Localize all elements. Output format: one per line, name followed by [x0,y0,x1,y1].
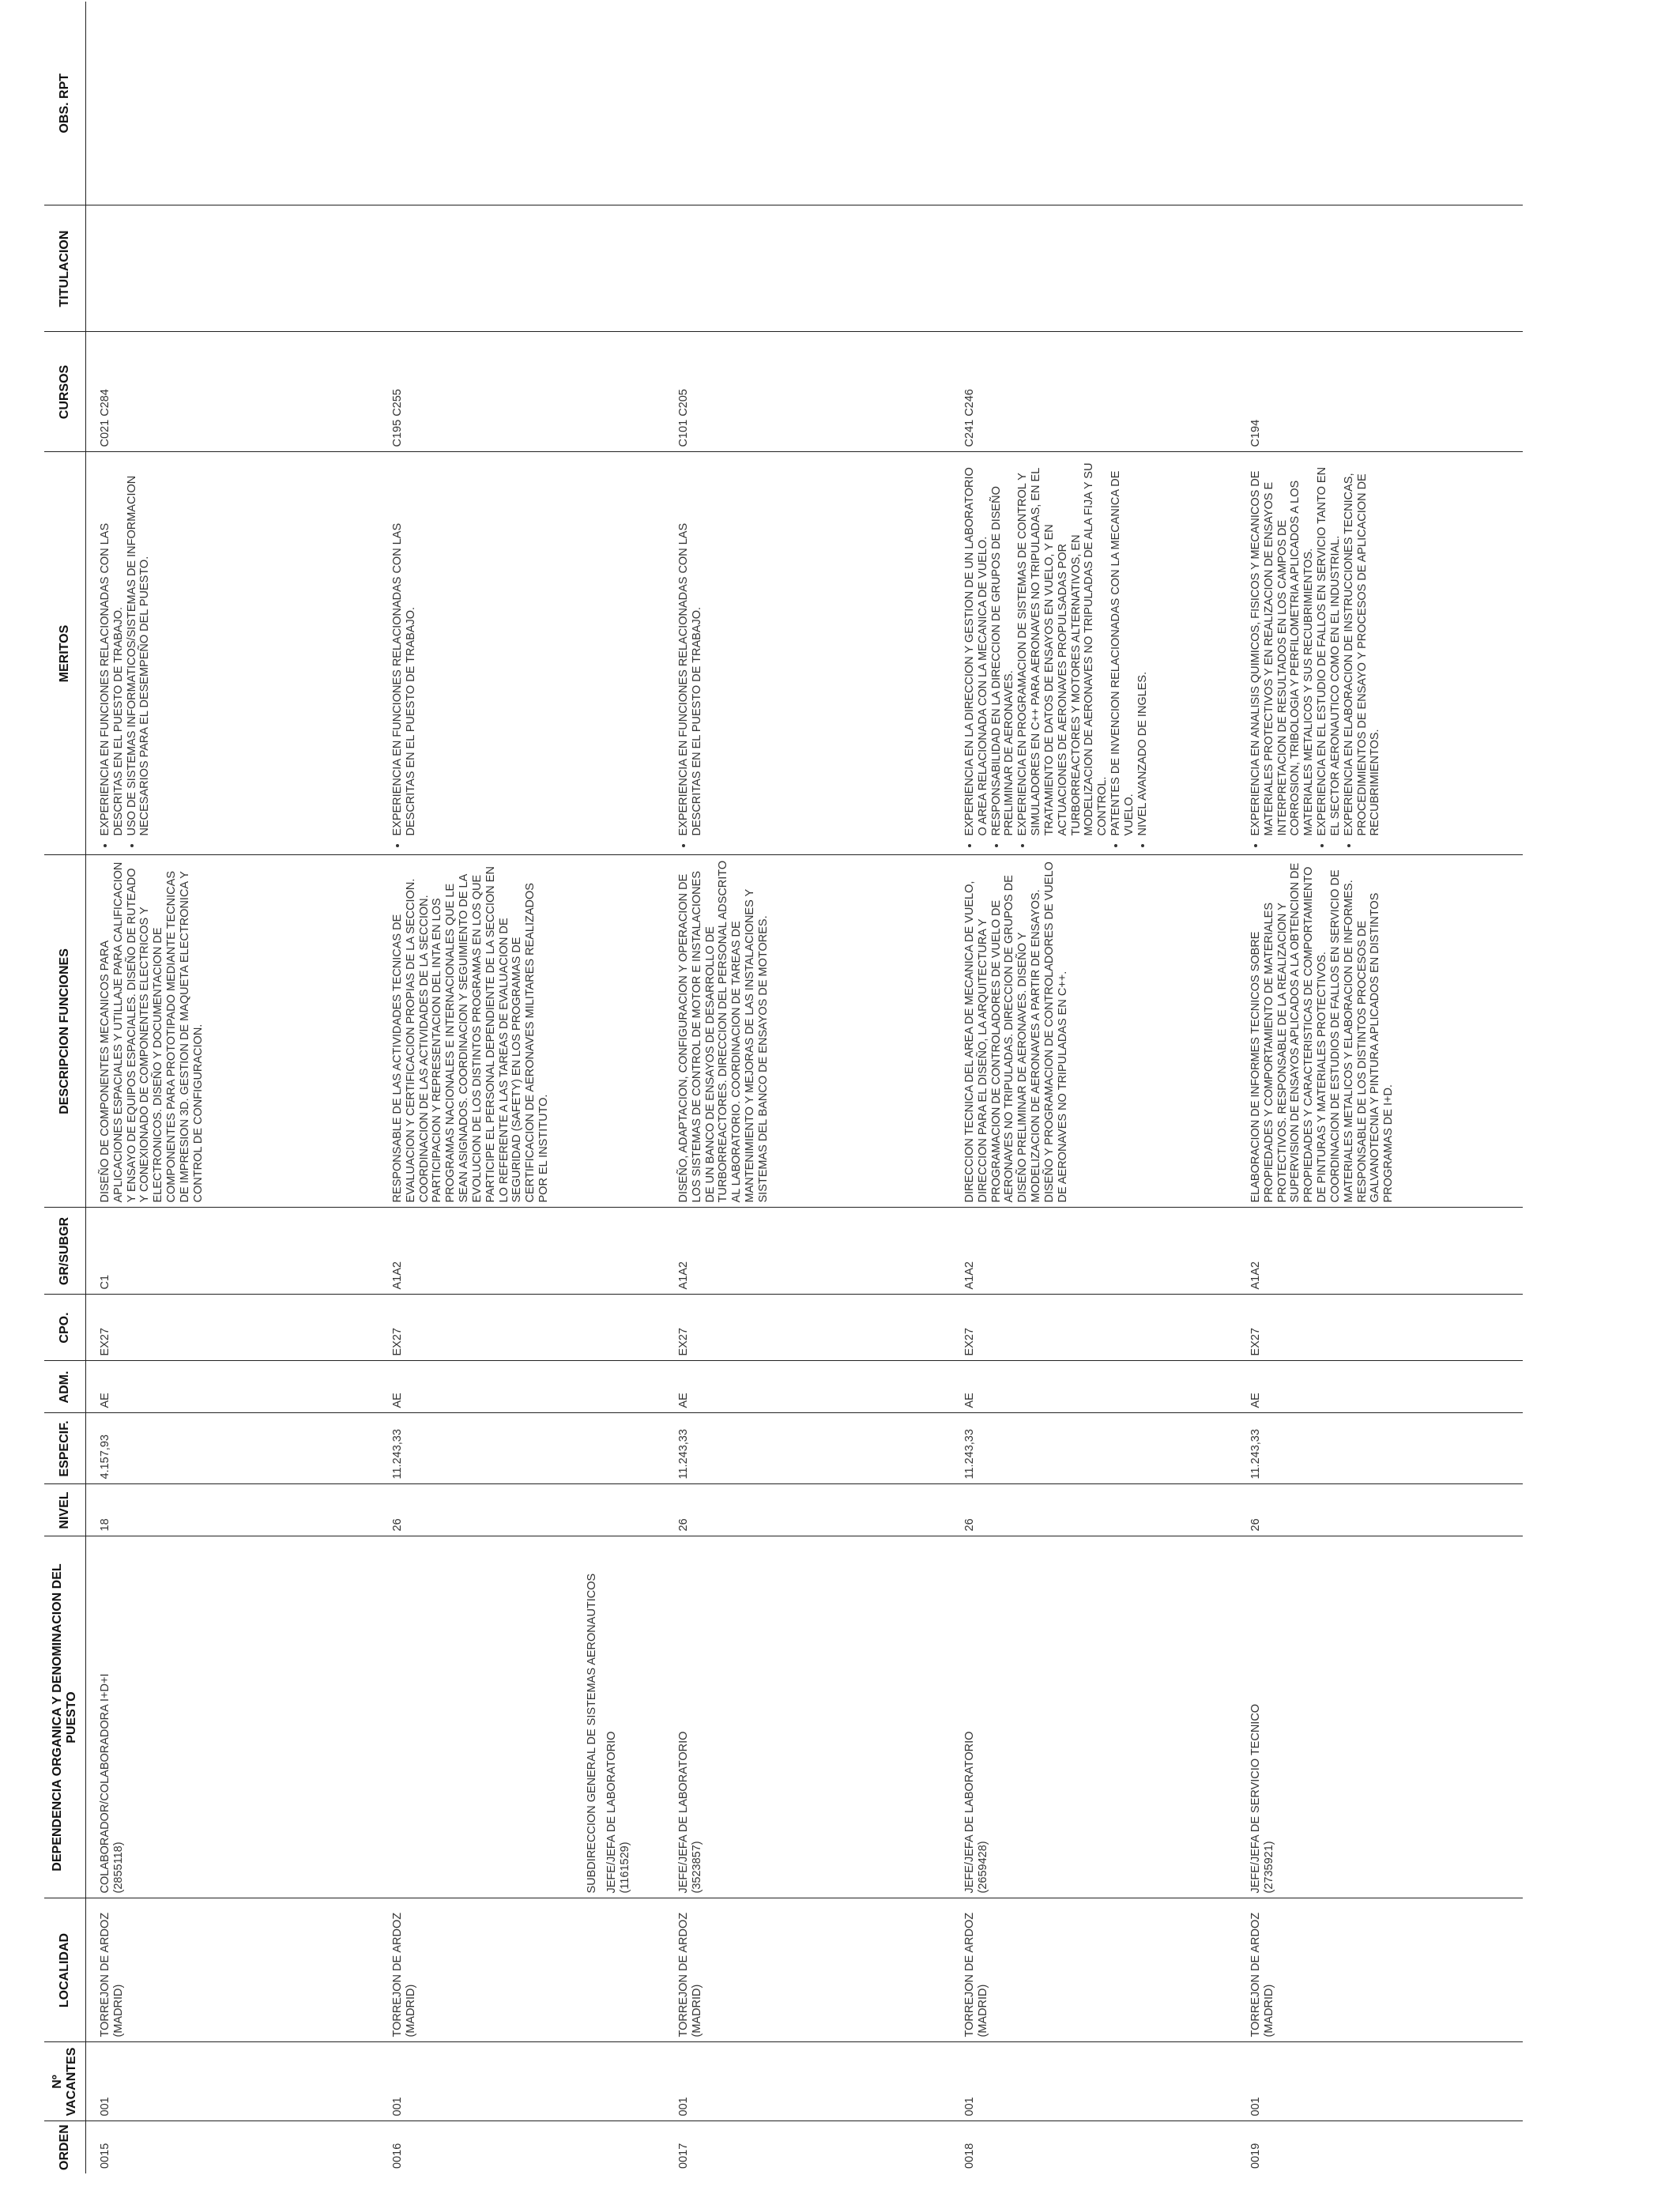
adm-cell: AE [379,1361,665,1413]
adm-cell: AE [86,1361,379,1413]
nivel-cell: 26 [1237,1484,1523,1536]
vacantes-cell: 001 [1237,2042,1523,2121]
orden-cell: 0017 [677,2143,690,2169]
especif-cell: 11.243,33 [951,1413,1237,1484]
grsubgr-cell: A1A2 [1237,1208,1523,1295]
header-cursos: CURSOS [44,332,86,452]
cpo-cell: EX27 [665,1295,951,1361]
table-row [86,2,379,2173]
nivel-cell: 26 [665,1484,951,1536]
vacantes-cell: 001 [379,2042,665,2121]
meritos-list [963,458,1149,850]
dependencia-organica-label: SUBDIRECCION GENERAL DE SISTEMAS AERONAUTICOS [586,1573,598,1894]
header-localidad: LOCALIDAD [44,1898,86,2042]
header-vacantes: Nº VACANTES [44,2042,86,2121]
cursos-cell: C021 C284 [86,332,379,452]
header-meritos: MERITOS [44,452,86,855]
merito-item: • EXPERIENCIA EN LA DIRECCION Y GESTION DE UN LABORATORIO O AREA RELACIONADA CON LA MECANICA DE VUELO. [963,458,990,836]
grsubgr-cell: A1A2 [379,1208,665,1295]
table-row [665,2,951,2173]
header-adm: ADM. [44,1361,86,1413]
cpo-cell: EX27 [379,1295,665,1361]
header-descripcion: DESCRIPCION FUNCIONES [44,855,86,1208]
puesto-denominacion: JEFE/JEFA DE LABORATORIO (1161529) [605,1731,631,1894]
puesto-denominacion: JEFE/JEFA DE LABORATORIO (3523857) [677,1731,703,1894]
grsubgr-cell: A1A2 [665,1208,951,1295]
merito-item: • NIVEL AVANZADO DE INGLES. [1136,458,1150,836]
especif-cell: 11.243,33 [1237,1413,1523,1484]
orden-cell: 0015 [99,2143,111,2169]
header-titulacion: TITULACION [44,205,86,332]
dependencia-cell [86,1536,379,1898]
meritos-cell [665,452,951,855]
header-grsubgr: GR/SUBGR [44,1208,86,1295]
cpo-cell: EX27 [1237,1295,1523,1361]
descripcion-cell: ELABORACION DE INFORMES TECNICOS SOBRE PROPIEDADES Y COMPORTAMIENTO DE MATERIALES PROTECTIVOS. RESPONSABLE DE LA REALIZACION Y SUPERVISION DE ENSAYOS APLICADOS A LA OBTENCION DE PROPIEDADES Y CARACTERISTICAS DE COMPORTAMIENTO DE PINTURAS Y MATERIALES PROTECTIVOS. COORDINACION DE ESTUDIOS DE FALLOS EN SERVICIO DE MATERIALES METALICOS Y ELABORACION DE INFORMES. RESPONSABLE DE LOS DISTINTOS PROCESOS DE GALVANOTECNIA Y PINTURA APLICADOS EN DISTINTOS PROGRAMAS DE I+D. [1237,855,1523,1208]
puesto-denominacion: COLABORADOR/COLABORADORA I+D+I (2855118) [99,1673,125,1894]
table-row [379,2,665,2173]
table-body [86,2,1524,2173]
table-header-row [44,2,86,2173]
descripcion-cell: DISEÑO DE COMPONENTES MECANICOS PARA APLICACIONES ESPACIALES Y UTILLAJE PARA CALIFICACION Y ENSAYO DE EQUIPOS ESPACIALES. DISEÑO DE RUTEADO Y CONEXIONADO DE COMPONENTES ELECTRICOS Y ELECTRONICOS. DISEÑO Y DOCUMENTACION DE COMPONENTES PARA PROTOTIPADO MEDIANTE TECNICAS DE IMPRESION 3D. GESTION DE MAQUETA ELECTRONICA Y CONTROL DE CONFIGURACION. [86,855,379,1208]
dependencia-cell [665,1536,951,1898]
localidad-cell: TORREJON DE ARDOZ (MADRID) [86,1898,379,2042]
table-row [951,2,1237,2173]
merito-item: • EXPERIENCIA EN PROGRAMACION DE SISTEMAS DE CONTROL Y SIMULADORES EN C++ PARA AERONAVES NO TRIPULADAS, EN EL TRATAMIENTO DE DATOS DE ENSAYOS EN VUELO, Y EN ACTUACIONES DE AERONAVES PROPULSADAS POR TURBORREACTORES Y MOTORES ALTERNATIVOS, EN MODELIZACION DE AERONAVES NO TRIPULADAS DE ALA FIJA Y SU CONTROL. [1016,458,1109,836]
header-dependencia: DEPENDENCIA ORGANICA Y DENOMINACION DEL PUESTO [44,1536,86,1898]
meritos-list [99,458,152,850]
titulacion-cell [665,205,951,332]
meritos-cell [951,452,1237,855]
dependencia-cell [1237,1536,1523,1898]
cpo-cell: EX27 [951,1295,1237,1361]
merito-item: • EXPERIENCIA EN FUNCIONES RELACIONADAS CON LAS DESCRITAS EN EL PUESTO DE TRABAJO. [99,458,126,836]
dependencia-cell [951,1536,1237,1898]
vacantes-cell: 001 [86,2042,379,2121]
merito-item: • EXPERIENCIA EN ANALISIS QUIMICOS, FISICOS Y MECANICOS DE MATERIALES PROTECTIVOS Y EN REALIZACION DE ENSAYOS E INTERPRETACION DE RESULTADOS EN LOS CAMPOS DE CORROSION, TRIBOLOGIA Y PERFILOMETRIA APLICADOS A LOS MATERIALES METALICOS Y SUS RECUBRIMIENTOS. [1249,458,1316,836]
nivel-cell: 26 [951,1484,1237,1536]
localidad-cell: TORREJON DE ARDOZ (MADRID) [665,1898,951,2042]
merito-item: • USO DE SISTEMAS INFORMATICOS/SISTEMAS DE INFORMACION NECESARIOS PARA EL DESEMPEÑO DEL PUESTO. [126,458,153,836]
localidad-cell: TORREJON DE ARDOZ (MADRID) [1237,1898,1523,2042]
meritos-list [677,458,704,850]
titulacion-cell [86,205,379,332]
table-row [1237,2,1523,2173]
adm-cell: AE [665,1361,951,1413]
vacantes-cell: 001 [951,2042,1237,2121]
merito-item: • EXPERIENCIA EN EL ESTUDIO DE FALLOS EN SERVICIO TANTO EN EL SECTOR AERONAUTICO COMO EN EL INDUSTRIAL. [1316,458,1343,836]
localidad-cell: TORREJON DE ARDOZ (MADRID) [951,1898,1237,2042]
especif-cell: 11.243,33 [379,1413,665,1484]
descripcion-cell: DIRECCION TECNICA DEL AREA DE MECANICA DE VUELO, DIRECCION PARA EL DISEÑO, LA ARQUITECTURA Y PROGRAMACION DE CONTROLADORES DE VUELO DE AERONAVES NO TRIPULADAS. DIRECCION DE GRUPOS DE DISEÑO PRELIMINAR DE AERONAVES. DISEÑO Y MODELIZACION DE AERONAVES A PARTIR DE ENSAYOS. DISEÑO Y PROGRAMACION DE CONTROLADORES DE VUELO DE AERONAVES NO TRIPULADAS EN C++. [951,855,1237,1208]
nivel-cell: 18 [86,1484,379,1536]
titulacion-cell [951,205,1237,332]
merito-item: • PATENTES DE INVENCION RELACIONADAS CON LA MECANICA DE VUELO. [1109,458,1136,836]
obs-rpt-cell [951,2,1237,205]
titulacion-cell [1237,205,1523,332]
cursos-cell: C194 [1237,332,1523,452]
merito-item: • EXPERIENCIA EN FUNCIONES RELACIONADAS CON LAS DESCRITAS EN EL PUESTO DE TRABAJO. [677,458,704,836]
cpo-cell: EX27 [86,1295,379,1361]
job-positions-table [44,2,1523,2173]
puesto-denominacion: JEFE/JEFA DE LABORATORIO (2659428) [963,1731,989,1894]
header-obs-rpt: OBS. RPT [44,2,86,205]
meritos-list [391,458,418,850]
obs-rpt-cell [1237,2,1523,205]
merito-item: • RESPONSABILIDAD EN LA DIRECCION DE GRUPOS DE DISEÑO PRELIMINAR DE AERONAVES. [990,458,1017,836]
especif-cell: 11.243,33 [665,1413,951,1484]
cursos-cell: C195 C255 [379,332,665,452]
cursos-cell: C101 C205 [665,332,951,452]
header-cpo: CPO. [44,1295,86,1361]
meritos-list [1249,458,1382,850]
merito-item: • EXPERIENCIA EN FUNCIONES RELACIONADAS CON LAS DESCRITAS EN EL PUESTO DE TRABAJO. [391,458,418,836]
merito-item: • EXPERIENCIA EN ELABORACION DE INSTRUCCIONES TECNICAS, PROCEDIMIENTOS DE ENSAYO Y PROCESOS DE APLICACION DE RECUBRIMIENTOS. [1343,458,1382,836]
obs-rpt-cell [379,2,665,205]
meritos-cell [379,452,665,855]
nivel-cell: 26 [379,1484,665,1536]
orden-cell: 0019 [1249,2143,1262,2169]
obs-rpt-cell [86,2,379,205]
header-orden: ORDEN [44,2121,86,2173]
header-especif: ESPECIF. [44,1413,86,1484]
vacantes-cell: 001 [665,2042,951,2121]
puesto-denominacion: JEFE/JEFA DE SERVICIO TECNICO (2735921) [1249,1703,1275,1894]
especif-cell: 4.157,93 [86,1413,379,1484]
obs-rpt-cell [665,2,951,205]
descripcion-cell: DISEÑO, ADAPTACION, CONFIGURACION Y OPERACION DE LOS SISTEMAS DE CONTROL DE MOTOR E INSTALACIONES DE UN BANCO DE ENSAYOS DE DESARROLLO DE TURBORREACTORES. DIRECCION DEL PERSONAL ADSCRITO AL LABORATORIO. COORDINACION DE TAREAS DE MANTENIMIENTO Y MEJORAS DE LAS INSTALACIONES Y SISTEMAS DEL BANCO DE ENSAYOS DE MOTORES. [665,855,951,1208]
grsubgr-cell: A1A2 [951,1208,1237,1295]
meritos-cell [1237,452,1523,855]
dependencia-cell [379,1536,665,1898]
cursos-cell: C241 C246 [951,332,1237,452]
descripcion-cell: RESPONSABLE DE LAS ACTIVIDADES TECNICAS DE EVALUACION Y CERTIFICACION PROPIAS DE LA SECCION. COORDINACION DE LAS ACTIVIDADES DE LA SECCION. PARTICIPACION Y REPRESENTACION DEL INTA EN LOS PROGRAMAS NACIONALES E INTERNACIONALES QUE LE SEAN ASIGNADOS. COORDINACION Y SEGUIMIENTO DE LA EVOLUCION DE LOS DISTINTOS PROGRAMAS EN LOS QUE PARTICIPE EL PERSONAL DEPENDIENTE DE LA SECCION EN LO REFERENTE A LAS TAREAS DE EVALUACION DE SEGURIDAD (SAFETY) EN LOS PROGRAMAS DE CERTIFICACION DE AERONAVES MILITARES REALIZADOS POR EL INSTITUTO. [379,855,665,1208]
orden-cell: 0018 [963,2143,976,2169]
localidad-cell: TORREJON DE ARDOZ (MADRID) [379,1898,665,2042]
titulacion-cell [379,205,665,332]
grsubgr-cell: C1 [86,1208,379,1295]
orden-cell: 0016 [391,2143,404,2169]
adm-cell: AE [951,1361,1237,1413]
meritos-cell [86,452,379,855]
adm-cell: AE [1237,1361,1523,1413]
header-nivel: NIVEL [44,1484,86,1536]
